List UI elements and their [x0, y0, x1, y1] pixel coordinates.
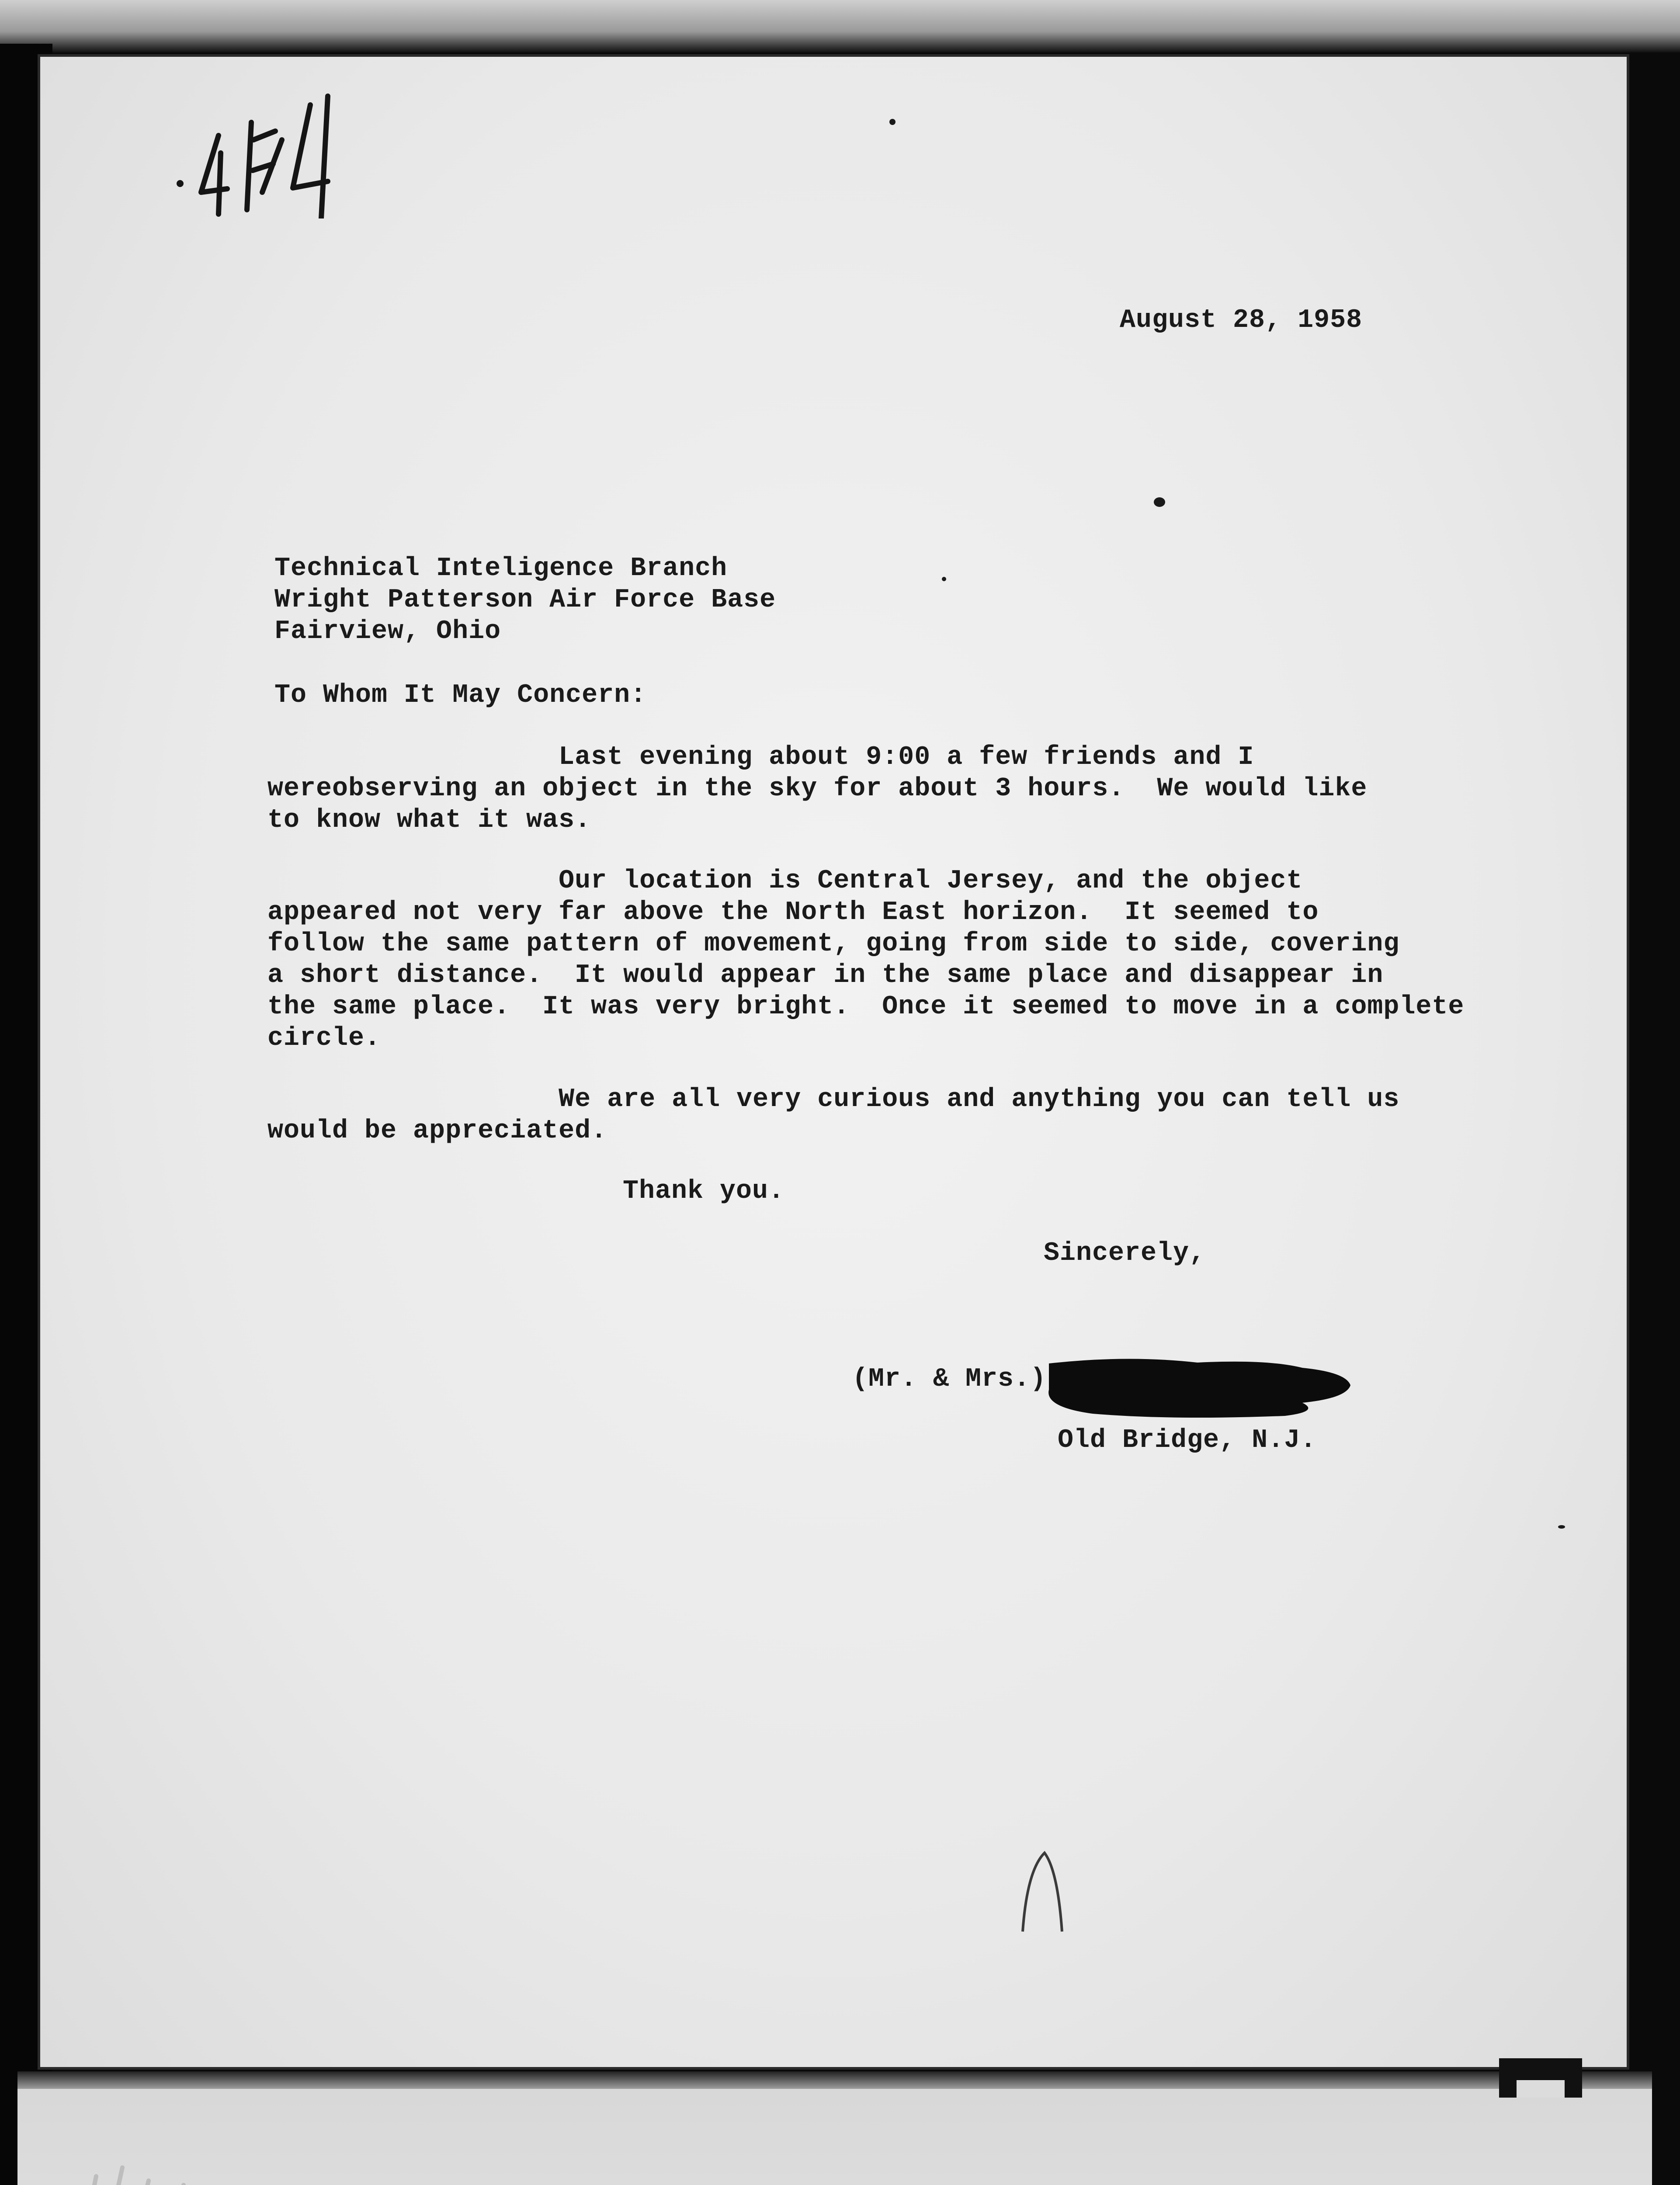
speck	[1558, 1525, 1565, 1529]
film-top-strip	[0, 0, 1680, 52]
letter-date: August 28, 1958	[1120, 305, 1363, 335]
paragraph-3-line-2: would be appreciated.	[267, 1116, 607, 1146]
thank-you-line: Thank you.	[623, 1176, 785, 1206]
paragraph-3	[267, 1084, 1399, 1147]
paragraph-2-line-5: the same place. It was very bright. Once it seemed to move in a complete	[267, 992, 1465, 1022]
paragraph-3-line-1: We are all very curious and anything you can tell us	[267, 1085, 1400, 1114]
recipient-line-1: Technical Inteligence Branch	[274, 554, 728, 583]
recipient-line-2: Wright Patterson Air Force Base	[274, 585, 776, 615]
pencil-arc-mark	[1005, 1844, 1075, 1940]
speck	[1154, 497, 1165, 507]
paragraph-2-line-3: follow the same pattern of movement, going from side to side, covering	[267, 929, 1400, 959]
salutation: To Whom It May Concern:	[274, 680, 647, 710]
speck	[942, 577, 946, 581]
paragraph-2-line-2: appeared not very far above the North East horizon. It seemed to	[267, 898, 1319, 927]
redacted-name	[1040, 1355, 1355, 1420]
paragraph-2-line-1: Our location is Central Jersey, and the object	[267, 866, 1303, 896]
faint-handwriting-mark	[44, 2141, 210, 2185]
signature-prefix: (Mr. & Mrs.)	[852, 1364, 1047, 1394]
speck	[889, 119, 896, 125]
recipient-address	[274, 553, 776, 647]
page-tone	[40, 57, 1627, 2067]
paragraph-1-line-3: to know what it was.	[267, 805, 591, 835]
underlying-page-area	[17, 2089, 1652, 2185]
paragraph-2-line-6: circle.	[267, 1023, 381, 1053]
handwritten-notation	[175, 87, 363, 218]
closing: Sincerely,	[1044, 1238, 1206, 1268]
paragraph-1	[267, 742, 1367, 836]
paragraph-2-line-4: a short distance. It would appear in the same place and disappear in	[267, 961, 1384, 990]
paragraph-2	[267, 865, 1464, 1054]
recipient-line-3: Fairview, Ohio	[274, 617, 501, 646]
signature-location: Old Bridge, N.J.	[1058, 1425, 1317, 1455]
paragraph-1-line-1: Last evening about 9:00 a few friends and I	[267, 742, 1254, 772]
letter-page	[40, 57, 1627, 2067]
paragraph-1-line-2: wereobserving an object in the sky for about 3 hours. We would like	[267, 774, 1368, 804]
corner-tab-mark-inner	[1517, 2080, 1565, 2098]
